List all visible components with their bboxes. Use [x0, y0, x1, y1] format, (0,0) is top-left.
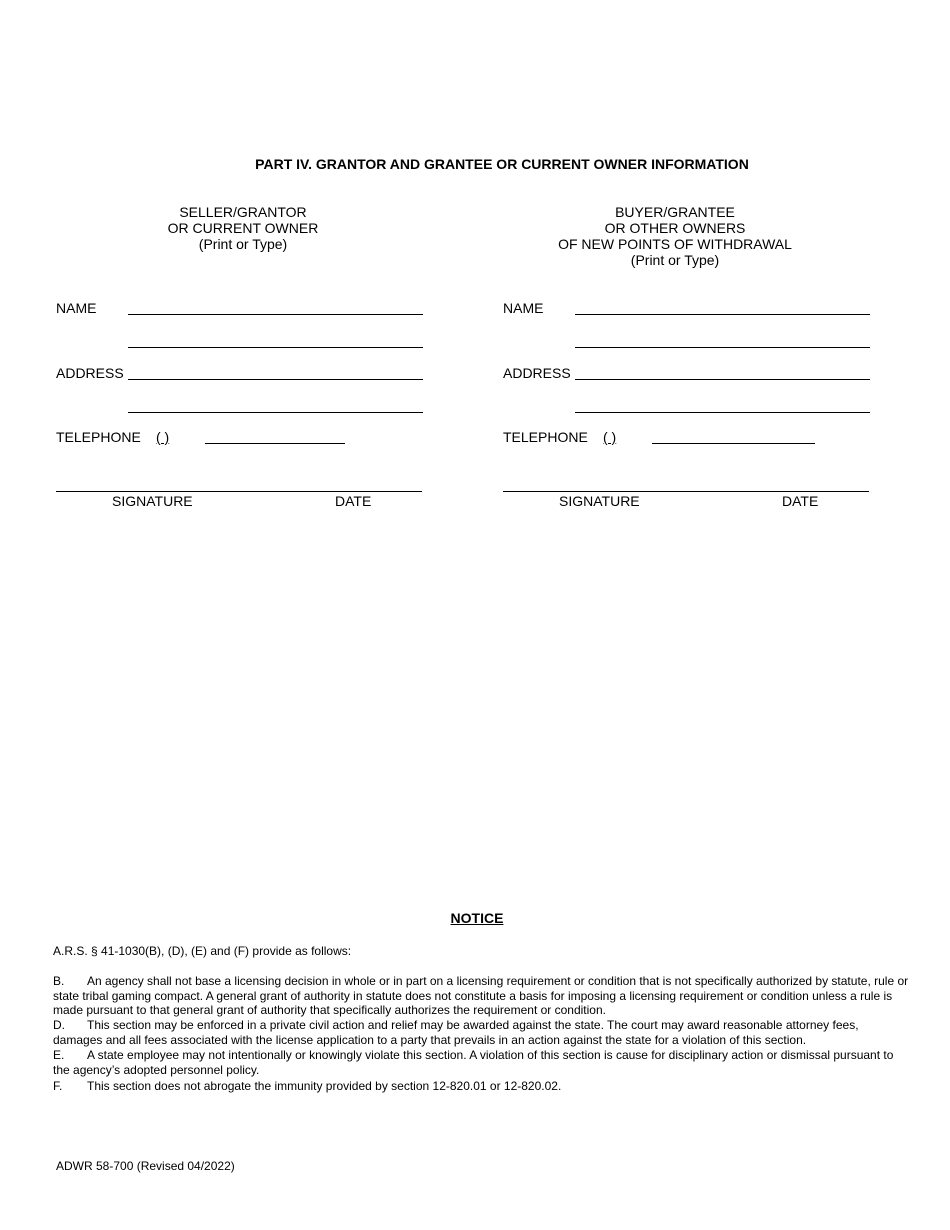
seller-heading-line-1: SELLER/GRANTOR [179, 204, 307, 220]
seller-telephone-field[interactable] [205, 443, 345, 444]
seller-name-field[interactable] [128, 314, 423, 315]
seller-heading-line-3: (Print or Type) [198, 236, 288, 252]
seller-date-label: DATE [335, 493, 372, 509]
buyer-signature-line[interactable] [503, 491, 869, 492]
notice-item-b-letter: B. [53, 974, 65, 988]
notice-item-d [53, 1018, 909, 1047]
buyer-heading-line-2: OR OTHER OWNERS [604, 220, 746, 236]
seller-name-field-2[interactable] [128, 347, 423, 348]
seller-heading-line-2: OR CURRENT OWNER [167, 220, 319, 236]
buyer-telephone-field[interactable] [652, 443, 815, 444]
page-title: PART IV. GRANTOR AND GRANTEE OR CURRENT OWNER INFORMATION [255, 156, 749, 172]
notice-item-b-text: An agency shall not base a licensing decision in whole or in part on a licensing requirement or condition that is not specifically authorized by statute, rule or state tribal gaming compact. A general grant of authority in statute does not constitute a basis for imposing a licensing requirement or condition unless a rule is made pursuant to that general grant of authority that specifically authorizes the requirement or condition. [53, 974, 909, 1017]
buyer-address-field[interactable] [575, 379, 870, 380]
buyer-name-label: NAME [503, 300, 544, 316]
seller-address-field[interactable] [128, 379, 423, 380]
seller-address-field-2[interactable] [128, 412, 423, 413]
buyer-heading-line-1: BUYER/GRANTEE [615, 204, 735, 220]
notice-item-d-letter: D. [53, 1018, 65, 1032]
notice-item-d-text: This section may be enforced in a private civil action and relief may be awarded against the state. The court may award reasonable attorney fees, damages and all fees associated with the license application to a party that prevails in an action against the state for a violation of this section. [53, 1018, 859, 1047]
buyer-heading [545, 204, 805, 268]
notice-item-e-letter: E. [53, 1048, 65, 1062]
notice-item-e-text: A state employee may not intentionally or knowingly violate this section. A violation of this section is cause for disciplinary action or dismissal pursuant to the agency’s adopted personnel policy. [53, 1048, 894, 1077]
notice-item-f-text: This section does not abrogate the immunity provided by section 12-820.01 or 12-820.02. [87, 1079, 562, 1093]
notice-item-e [53, 1048, 909, 1077]
notice-item-f [53, 1079, 909, 1094]
seller-name-label: NAME [56, 300, 97, 316]
buyer-telephone-label: TELEPHONE [503, 429, 588, 445]
buyer-address-field-2[interactable] [575, 412, 870, 413]
buyer-heading-line-3: OF NEW POINTS OF WITHDRAWAL [558, 236, 792, 252]
seller-area-code[interactable]: ( ) [156, 429, 170, 445]
buyer-signature-label: SIGNATURE [559, 493, 640, 509]
notice-item-b [53, 974, 909, 1018]
seller-heading [143, 204, 343, 252]
buyer-name-field[interactable] [575, 314, 870, 315]
notice-title: NOTICE [450, 910, 504, 926]
seller-address-label: ADDRESS [56, 365, 124, 381]
buyer-heading-line-4: (Print or Type) [630, 252, 720, 268]
seller-signature-label: SIGNATURE [112, 493, 193, 509]
notice-item-f-letter: F. [53, 1079, 63, 1093]
buyer-name-field-2[interactable] [575, 347, 870, 348]
buyer-address-label: ADDRESS [503, 365, 571, 381]
form-number-footer: ADWR 58-700 (Revised 04/2022) [56, 1159, 235, 1173]
buyer-date-label: DATE [782, 493, 819, 509]
notice-intro: A.R.S. § 41-1030(B), (D), (E) and (F) provide as follows: [53, 944, 352, 958]
seller-signature-line[interactable] [56, 491, 422, 492]
seller-telephone-label: TELEPHONE [56, 429, 141, 445]
buyer-area-code[interactable]: ( ) [603, 429, 617, 445]
